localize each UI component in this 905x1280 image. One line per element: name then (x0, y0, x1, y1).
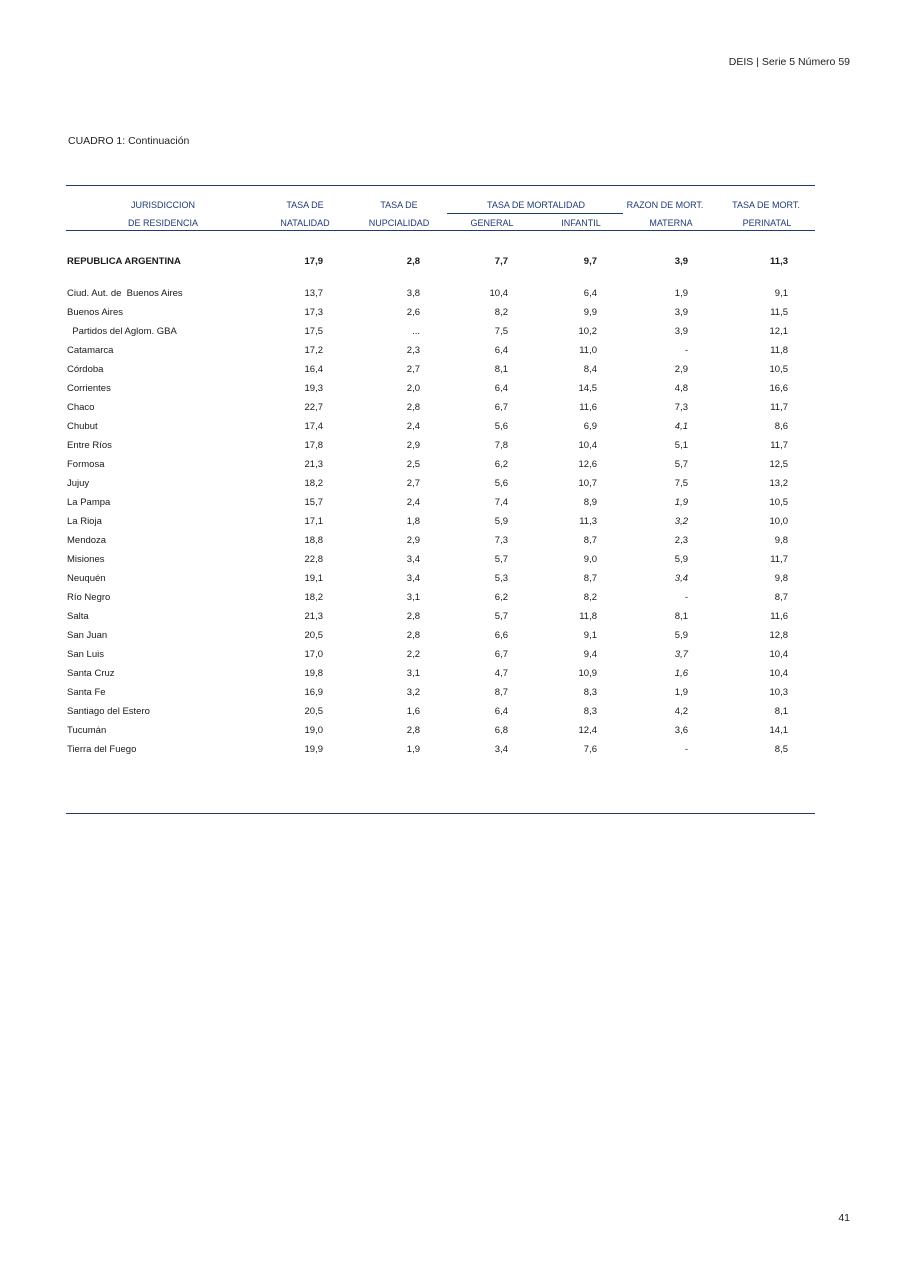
cell-infantil: 10,9 (578, 668, 597, 679)
cell-materna: 7,3 (674, 402, 688, 413)
cell-natalidad: 17,5 (304, 326, 323, 337)
table-top-rule (66, 185, 815, 186)
row-name: Chubut (67, 421, 98, 432)
cell-general: 6,2 (494, 459, 508, 470)
cell-nupcialidad: 1,9 (406, 744, 420, 755)
row-name: Río Negro (67, 592, 111, 603)
cell-general: 5,9 (494, 516, 508, 527)
row-name: Corrientes (67, 383, 111, 394)
cell-infantil: 14,5 (578, 383, 597, 394)
table-header-rule (66, 230, 815, 231)
cell-natalidad: 17,1 (304, 516, 323, 527)
cell-materna: 3,7 (674, 649, 688, 660)
cell-natalidad: 19,8 (304, 668, 323, 679)
cell-infantil: 11,8 (579, 611, 597, 622)
cell-nupcialidad: 2,8 (406, 256, 420, 267)
cell-general: 5,7 (494, 611, 508, 622)
cell-materna: 4,2 (674, 706, 688, 717)
row-name: Ciud. Aut. de Buenos Aires (67, 288, 183, 299)
table-row (0, 326, 905, 340)
cell-materna: 7,5 (674, 478, 688, 489)
cell-general: 7,3 (494, 535, 508, 546)
row-name: Formosa (67, 459, 105, 470)
row-name: Santa Cruz (67, 668, 115, 679)
cell-materna: 3,6 (674, 725, 688, 736)
table-row (0, 554, 905, 568)
cell-materna: - (684, 592, 688, 603)
cell-perinatal: 13,2 (769, 478, 788, 489)
table-row (0, 592, 905, 606)
cell-nupcialidad: 2,8 (406, 725, 420, 736)
cell-perinatal: 11,7 (770, 440, 788, 451)
cell-materna: 8,1 (674, 611, 688, 622)
cell-perinatal: 12,1 (769, 326, 788, 337)
cell-general: 7,4 (494, 497, 508, 508)
cell-infantil: 8,7 (583, 535, 597, 546)
cell-nupcialidad: 3,4 (406, 554, 420, 565)
cell-nupcialidad: 2,4 (406, 421, 420, 432)
table-row (0, 668, 905, 682)
row-name: San Luis (67, 649, 104, 660)
row-name: REPUBLICA ARGENTINA (67, 256, 181, 267)
table-row (0, 478, 905, 492)
cell-natalidad: 22,8 (304, 554, 323, 565)
cell-materna: 5,9 (674, 554, 688, 565)
header-jurisdiccion-1: JURISDICCION (130, 200, 196, 210)
cell-infantil: 9,1 (583, 630, 597, 641)
mortalidad-span-rule (447, 213, 623, 214)
cell-general: 6,2 (494, 592, 508, 603)
cell-natalidad: 17,3 (304, 307, 323, 318)
table-row (0, 706, 905, 720)
cell-perinatal: 14,1 (769, 725, 788, 736)
header-nupcialidad-2: NUPCIALIDAD (368, 218, 430, 228)
cell-nupcialidad: 2,6 (406, 307, 420, 318)
cell-materna: 1,9 (674, 288, 688, 299)
header-natalidad-1: TASA DE (286, 200, 324, 210)
cell-natalidad: 19,9 (304, 744, 323, 755)
header-jurisdiccion-2: DE RESIDENCIA (127, 218, 199, 228)
cell-infantil: 11,0 (579, 345, 597, 356)
cell-perinatal: 10,0 (769, 516, 788, 527)
cell-infantil: 10,2 (578, 326, 597, 337)
cell-perinatal: 9,8 (774, 535, 788, 546)
header-infantil: INFANTIL (561, 218, 601, 228)
table-row (0, 421, 905, 435)
table-row (0, 497, 905, 511)
cell-nupcialidad: 3,8 (406, 288, 420, 299)
cell-infantil: 8,4 (583, 364, 597, 375)
cell-perinatal: 10,3 (769, 687, 788, 698)
cell-infantil: 10,4 (578, 440, 597, 451)
cell-natalidad: 15,7 (304, 497, 323, 508)
series-header: DEIS | Serie 5 Número 59 (728, 56, 850, 68)
cell-general: 5,3 (494, 573, 508, 584)
cell-perinatal: 9,8 (774, 573, 788, 584)
table-row (0, 573, 905, 587)
table-row (0, 535, 905, 549)
cell-perinatal: 11,5 (770, 307, 788, 318)
cell-infantil: 8,7 (583, 573, 597, 584)
cell-perinatal: 10,4 (769, 649, 788, 660)
cell-perinatal: 11,3 (770, 256, 788, 267)
row-name: Neuquén (67, 573, 106, 584)
table-row (0, 402, 905, 416)
table-row (0, 383, 905, 397)
cell-materna: 3,9 (674, 256, 688, 267)
cell-natalidad: 20,5 (304, 630, 323, 641)
cell-materna: 3,2 (674, 516, 688, 527)
cell-natalidad: 19,0 (304, 725, 323, 736)
cell-materna: 1,9 (674, 497, 688, 508)
cell-materna: 3,9 (674, 307, 688, 318)
cell-nupcialidad: 2,8 (406, 402, 420, 413)
cell-nupcialidad: 3,4 (406, 573, 420, 584)
cell-perinatal: 8,1 (774, 706, 788, 717)
cell-infantil: 9,4 (583, 649, 597, 660)
cell-materna: - (684, 744, 688, 755)
cell-nupcialidad: 2,3 (406, 345, 420, 356)
cell-materna: 3,4 (674, 573, 688, 584)
cell-natalidad: 17,9 (304, 256, 323, 267)
cell-materna: 3,9 (674, 326, 688, 337)
header-nupcialidad-1: TASA DE (380, 200, 418, 210)
cell-infantil: 8,3 (583, 706, 597, 717)
cell-materna: 2,9 (674, 364, 688, 375)
table-row (0, 516, 905, 530)
cell-infantil: 12,6 (578, 459, 597, 470)
cell-materna: 5,9 (674, 630, 688, 641)
cell-natalidad: 18,8 (304, 535, 323, 546)
table-row (0, 744, 905, 758)
header-perinatal-2: PERINATAL (742, 218, 792, 228)
cell-nupcialidad: 2,0 (406, 383, 420, 394)
cell-infantil: 9,7 (583, 256, 597, 267)
cell-infantil: 10,7 (578, 478, 597, 489)
table-bottom-rule (66, 813, 815, 814)
header-materna-2: MATERNA (649, 218, 693, 228)
row-name: Catamarca (67, 345, 114, 356)
cell-natalidad: 19,3 (304, 383, 323, 394)
cell-nupcialidad: 3,1 (406, 668, 420, 679)
cell-natalidad: 17,0 (304, 649, 323, 660)
cell-nupcialidad: 1,6 (406, 706, 420, 717)
cell-general: 7,5 (494, 326, 508, 337)
cell-general: 6,7 (494, 402, 508, 413)
cell-nupcialidad: 2,8 (406, 611, 420, 622)
cell-perinatal: 10,4 (769, 668, 788, 679)
row-name: San Juan (67, 630, 108, 641)
cell-materna: 4,1 (674, 421, 688, 432)
cell-perinatal: 11,8 (770, 345, 788, 356)
cell-materna: - (684, 345, 688, 356)
cell-natalidad: 20,5 (304, 706, 323, 717)
header-perinatal-1: TASA DE MORT. (732, 200, 800, 210)
cell-general: 5,6 (494, 421, 508, 432)
cell-materna: 1,9 (674, 687, 688, 698)
row-name: La Rioja (67, 516, 102, 527)
row-name: Tierra del Fuego (67, 744, 137, 755)
cell-natalidad: 17,8 (304, 440, 323, 451)
table-row (0, 725, 905, 739)
cell-perinatal: 11,7 (770, 554, 788, 565)
cell-nupcialidad: 2,9 (406, 440, 420, 451)
cell-natalidad: 21,3 (304, 611, 323, 622)
page-number: 41 (838, 1212, 850, 1224)
cell-general: 6,8 (494, 725, 508, 736)
cell-natalidad: 19,1 (304, 573, 323, 584)
cell-general: 6,4 (494, 706, 508, 717)
cell-perinatal: 10,5 (769, 497, 788, 508)
cell-materna: 1,6 (674, 668, 688, 679)
cell-natalidad: 21,3 (304, 459, 323, 470)
header-natalidad-2: NATALIDAD (280, 218, 330, 228)
cell-infantil: 9,0 (583, 554, 597, 565)
cell-general: 8,7 (494, 687, 508, 698)
table-row (0, 459, 905, 473)
cell-perinatal: 8,6 (774, 421, 788, 432)
table-row (0, 288, 905, 302)
table-caption: CUADRO 1: Continuación (68, 135, 190, 147)
cell-infantil: 8,9 (583, 497, 597, 508)
cell-nupcialidad: 2,4 (406, 497, 420, 508)
cell-natalidad: 22,7 (304, 402, 323, 413)
cell-general: 3,4 (494, 744, 508, 755)
cell-materna: 5,1 (674, 440, 688, 451)
row-name: Mendoza (67, 535, 107, 546)
cell-materna: 4,8 (674, 383, 688, 394)
cell-infantil: 9,9 (583, 307, 597, 318)
header-mortalidad: TASA DE MORTALIDAD (486, 200, 586, 210)
row-name: Partidos del Aglom. GBA (67, 326, 177, 337)
cell-infantil: 7,6 (583, 744, 597, 755)
cell-general: 10,4 (489, 288, 508, 299)
cell-natalidad: 17,4 (304, 421, 323, 432)
table-row (0, 687, 905, 701)
table-row-total (0, 256, 905, 270)
cell-nupcialidad: 2,2 (406, 649, 420, 660)
cell-materna: 5,7 (674, 459, 688, 470)
row-name: Misiones (67, 554, 105, 565)
row-name: Córdoba (67, 364, 104, 375)
cell-perinatal: 10,5 (769, 364, 788, 375)
cell-infantil: 12,4 (578, 725, 597, 736)
cell-infantil: 6,4 (583, 288, 597, 299)
cell-perinatal: 11,7 (770, 402, 788, 413)
cell-general: 6,4 (494, 345, 508, 356)
cell-general: 5,6 (494, 478, 508, 489)
cell-natalidad: 16,4 (304, 364, 323, 375)
cell-natalidad: 13,7 (304, 288, 323, 299)
cell-infantil: 6,9 (583, 421, 597, 432)
cell-general: 4,7 (494, 668, 508, 679)
row-name: Buenos Aires (67, 307, 123, 318)
cell-infantil: 11,3 (579, 516, 597, 527)
cell-general: 6,4 (494, 383, 508, 394)
cell-general: 5,7 (494, 554, 508, 565)
cell-nupcialidad: 3,1 (406, 592, 420, 603)
table-row (0, 440, 905, 454)
row-name: Santiago del Estero (67, 706, 150, 717)
table-row (0, 364, 905, 378)
cell-general: 6,7 (494, 649, 508, 660)
row-name: Tucumán (67, 725, 107, 736)
cell-perinatal: 12,5 (769, 459, 788, 470)
cell-natalidad: 17,2 (304, 345, 323, 356)
header-materna-1: RAZON DE MORT. (626, 200, 704, 210)
cell-nupcialidad: ... (412, 326, 420, 337)
cell-natalidad: 18,2 (304, 592, 323, 603)
cell-nupcialidad: 2,7 (406, 478, 420, 489)
cell-perinatal: 8,5 (774, 744, 788, 755)
table-row (0, 630, 905, 644)
cell-perinatal: 16,6 (769, 383, 788, 394)
cell-general: 7,8 (494, 440, 508, 451)
cell-general: 8,2 (494, 307, 508, 318)
table-row (0, 345, 905, 359)
table-row (0, 611, 905, 625)
cell-nupcialidad: 2,8 (406, 630, 420, 641)
row-name: La Pampa (67, 497, 111, 508)
row-name: Entre Ríos (67, 440, 112, 451)
cell-nupcialidad: 3,2 (406, 687, 420, 698)
cell-materna: 2,3 (674, 535, 688, 546)
row-name: Salta (67, 611, 89, 622)
header-general: GENERAL (470, 218, 514, 228)
cell-infantil: 11,6 (579, 402, 597, 413)
table-row (0, 307, 905, 321)
cell-perinatal: 11,6 (770, 611, 788, 622)
row-name: Jujuy (67, 478, 90, 489)
cell-nupcialidad: 2,9 (406, 535, 420, 546)
row-name: Chaco (67, 402, 95, 413)
cell-natalidad: 18,2 (304, 478, 323, 489)
cell-perinatal: 9,1 (774, 288, 788, 299)
cell-infantil: 8,3 (583, 687, 597, 698)
cell-general: 6,6 (494, 630, 508, 641)
table-row (0, 649, 905, 663)
cell-nupcialidad: 2,7 (406, 364, 420, 375)
cell-perinatal: 12,8 (769, 630, 788, 641)
cell-nupcialidad: 1,8 (406, 516, 420, 527)
cell-natalidad: 16,9 (304, 687, 323, 698)
cell-general: 7,7 (494, 256, 508, 267)
cell-perinatal: 8,7 (774, 592, 788, 603)
cell-nupcialidad: 2,5 (406, 459, 420, 470)
cell-general: 8,1 (494, 364, 508, 375)
cell-infantil: 8,2 (583, 592, 597, 603)
row-name: Santa Fe (67, 687, 106, 698)
